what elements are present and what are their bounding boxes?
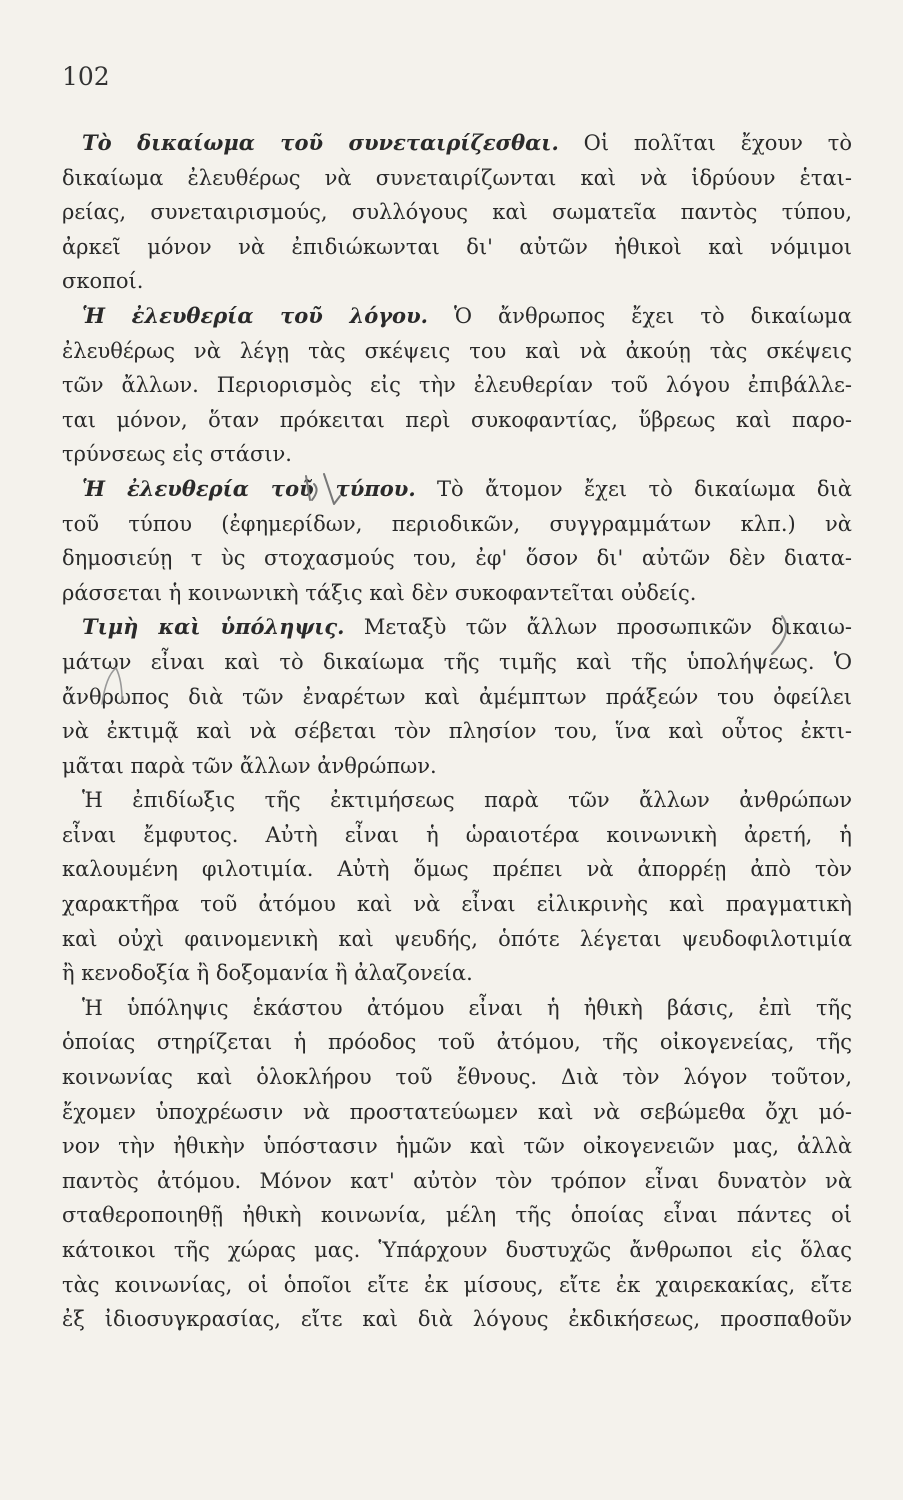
text-line: ράσσεται ἡ κοινωνικὴ τάξις καὶ δὲν συκοφαντεῖται οὐδείς.: [62, 580, 697, 605]
text-line: ἀρκεῖ μόνον νὰ ἐπιδιώκωνται δι' αὐτῶν ἠθικοὶ καὶ νόμιμοι: [62, 234, 852, 259]
text-line: τρύνσεως εἰς στάσιν.: [62, 442, 292, 467]
section-text: Μεταξὺ τῶν ἄλλων προσωπικῶν δικαιω-: [363, 615, 852, 640]
text-line: χαρακτῆρα τοῦ ἀτόμου καὶ νὰ εἶναι εἰλικρινὴς καὶ πραγματικὴ: [62, 892, 852, 917]
text-line: ὁποίας στηρίζεται ἡ πρόοδος τοῦ ἀτόμου, τῆς οἰκογενείας, τῆς: [62, 1030, 852, 1055]
text-line: νον τὴν ἠθικὴν ὑπόστασιν ἡμῶν καὶ τῶν οἰκογενειῶν μας, ἀλλὰ: [62, 1134, 852, 1159]
paragraph-first-line: Ἡ ὑπόληψις ἑκάστου ἀτόμου εἶναι ἡ ἠθικὴ βάσις, ἐπὶ τῆς: [82, 995, 852, 1020]
section-first-line: [62, 610, 852, 645]
text-line: μᾶται παρὰ τῶν ἄλλων ἀνθρώπων.: [62, 753, 437, 778]
text-line: εἶναι ἔμφυτος. Αὐτὴ εἶναι ἡ ὡραιοτέρα κοινωνικὴ ἀρετή, ἡ: [62, 822, 852, 847]
text-line: καλουμένη φιλοτιμία. Αὐτὴ ὅμως πρέπει νὰ ἀπορρέῃ ἀπὸ τὸν: [62, 857, 852, 882]
text-line: ρείας, συνεταιρισμούς, συλλόγους καὶ σωματεῖα παντὸς τύπου,: [62, 200, 852, 225]
text-line: τῶν ἄλλων. Περιορισμὸς εἰς τὴν ἐλευθερίαν τοῦ λόγου ἐπιβάλλε-: [62, 373, 852, 398]
section-heading: Ἡ ἐλευθερία τοῦ λόγου.: [82, 302, 428, 328]
text-line: κάτοικοι τῆς χώρας μας. Ὑπάρχουν δυστυχῶς ἄνθρωποι εἰς ὅλας: [62, 1238, 852, 1262]
text-line: καὶ οὐχὶ φαινομενικὴ καὶ ψευδής, ὁπότε λέγεται ψευδοφιλοτιμία: [62, 926, 852, 951]
section-heading: Τὸ δικαίωμα τοῦ συνεταιρίζεσθαι.: [82, 130, 559, 155]
section-text: Οἱ πολῖται ἔχουν τὸ: [583, 131, 852, 155]
section-heading: Ἡ ἐλευθερία τοῦ τύπου.: [82, 475, 416, 501]
text-line: δημοσιεύῃ τ ὺς στοχασμούς του, ἐφ' ὅσον δι' αὐτῶν δὲν διατα-: [62, 546, 852, 571]
section-first-line: [62, 299, 852, 334]
section-heading: Τιμὴ καὶ ὑπόληψις.: [82, 614, 345, 640]
text-line: κοινωνίας καὶ ὁλοκλήρου τοῦ ἔθνους. Διὰ τὸν λόγον τοῦτον,: [62, 1065, 852, 1090]
text-line: τὰς κοινωνίας, οἱ ὁποῖοι εἴτε ἐκ μίσους, εἴτε ἐκ χαιρεκακίας, εἴτε: [62, 1272, 852, 1297]
text-line: ἐξ ἰδιοσυγκρασίας, εἴτε καὶ διὰ λόγους ἐκδικήσεως, προσπαθοῦν: [62, 1307, 852, 1332]
text-line: σταθεροποιηθῇ ἠθικὴ κοινωνία, μέλη τῆς ὁποίας εἶναι πάντες οἱ: [62, 1203, 852, 1228]
text-line: τοῦ τύπου (ἐφημερίδων, περιοδικῶν, συγγραμμάτων κλπ.) νὰ: [62, 511, 852, 536]
text-line: ἔχομεν ὑποχρέωσιν νὰ προστατεύωμεν καὶ νὰ σεβώμεθα ὄχι μό-: [62, 1099, 852, 1124]
text-line: σκοποί.: [62, 269, 144, 294]
text-line: μάτων εἶναι καὶ τὸ δικαίωμα τῆς τιμῆς καὶ τῆς ὑπολήψεως. Ὁ: [62, 649, 852, 674]
text-line: παντὸς ἀτόμου. Μόνον κατ' αὐτὸν τὸν τρόπον εἶναι δυνατὸν νὰ: [62, 1168, 852, 1193]
text-line: ἐλευθέρως νὰ λέγῃ τὰς σκέψεις του καὶ νὰ ἀκούῃ τὰς σκέψεις: [62, 338, 852, 363]
text-line: νὰ ἐκτιμᾷ καὶ νὰ σέβεται τὸν πλησίον του, ἵνα καὶ οὗτος ἐκτι-: [62, 719, 852, 744]
page-number: 102: [62, 62, 110, 91]
text-line: ἄνθρωπος διὰ τῶν ἐναρέτων καὶ ἀμέμπτων πράξεών του ὀφείλει: [62, 684, 852, 709]
paragraph-first-line: Ἡ ἐπιδίωξις τῆς ἐκτιμήσεως παρὰ τῶν ἄλλων ἀνθρώπων: [82, 788, 852, 813]
section-text: Τὸ ἄτομον ἔχει τὸ δικαίωμα διὰ: [437, 476, 852, 501]
section-first-line: [62, 126, 852, 161]
text-line: ἢ κενοδοξία ἢ δοξομανία ἢ ἀλαζονεία.: [62, 961, 473, 986]
text-line: δικαίωμα ἐλευθέρως νὰ συνεταιρίζωνται καὶ νὰ ἱδρύουν ἑται-: [62, 165, 852, 190]
section-first-line: [62, 472, 852, 507]
text-line: ται μόνον, ὅταν πρόκειται περὶ συκοφαντίας, ὕβρεως καὶ παρο-: [62, 407, 852, 432]
section-text: Ὁ ἄνθρωπος ἔχει τὸ δικαίωμα: [453, 303, 852, 328]
page-body: [62, 126, 852, 1337]
